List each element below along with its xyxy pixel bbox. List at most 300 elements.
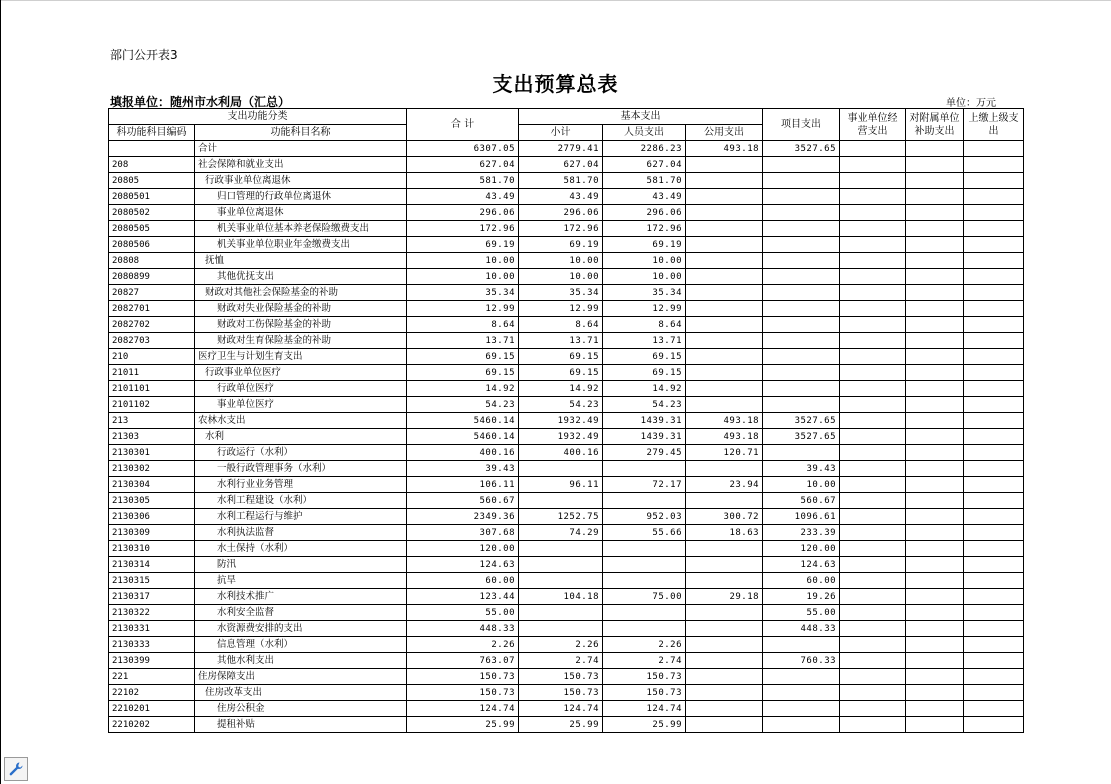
cell-code: 2080501 — [109, 189, 195, 205]
cell-name: 机关事业单位基本养老保险缴费支出 — [195, 221, 407, 237]
cell-code: 2101101 — [109, 381, 195, 397]
cell-project — [763, 717, 840, 733]
table-row — [109, 541, 1024, 557]
cell-name: 水利 — [195, 429, 407, 445]
cell-upper — [964, 621, 1024, 637]
table-row — [109, 637, 1024, 653]
cell-total: 25.99 — [407, 717, 519, 733]
table-row — [109, 269, 1024, 285]
cell-project — [763, 189, 840, 205]
cell-total: 400.16 — [407, 445, 519, 461]
cell-subsidy — [906, 269, 964, 285]
cell-subtotal: 8.64 — [519, 317, 603, 333]
cell-code: 2101102 — [109, 397, 195, 413]
cell-personnel: 13.71 — [603, 333, 686, 349]
cell-name: 水土保持（水利） — [195, 541, 407, 557]
cell-name: 行政运行（水利） — [195, 445, 407, 461]
cell-code: 208 — [109, 157, 195, 173]
cell-project: 55.00 — [763, 605, 840, 621]
table-row — [109, 141, 1024, 157]
cell-subtotal: 69.15 — [519, 349, 603, 365]
cell-total: 5460.14 — [407, 429, 519, 445]
cell-project: 1096.61 — [763, 509, 840, 525]
cell-total: 69.15 — [407, 365, 519, 381]
cell-subsidy — [906, 701, 964, 717]
cell-personnel: 2.26 — [603, 637, 686, 653]
cell-subtotal: 13.71 — [519, 333, 603, 349]
cell-upper — [964, 333, 1024, 349]
cell-total: 150.73 — [407, 685, 519, 701]
cell-public — [686, 349, 763, 365]
cell-subsidy — [906, 349, 964, 365]
cell-code: 2130301 — [109, 445, 195, 461]
cell-upper — [964, 477, 1024, 493]
cell-project — [763, 333, 840, 349]
cell-upper — [964, 253, 1024, 269]
cell-code: 21011 — [109, 365, 195, 381]
cell-total: 13.71 — [407, 333, 519, 349]
cell-public: 493.18 — [686, 429, 763, 445]
cell-upper — [964, 365, 1024, 381]
cell-business — [840, 381, 906, 397]
cell-project — [763, 685, 840, 701]
cell-project: 3527.65 — [763, 413, 840, 429]
cell-upper — [964, 541, 1024, 557]
cell-business — [840, 365, 906, 381]
cell-code: 2210201 — [109, 701, 195, 717]
cell-subtotal: 104.18 — [519, 589, 603, 605]
table-row — [109, 557, 1024, 573]
cell-business — [840, 333, 906, 349]
page-title: 支出预算总表 — [492, 72, 619, 96]
cell-total: 296.06 — [407, 205, 519, 221]
cell-total: 2349.36 — [407, 509, 519, 525]
cell-subsidy — [906, 205, 964, 221]
table-row — [109, 429, 1024, 445]
cell-public — [686, 637, 763, 653]
cell-total: 5460.14 — [407, 413, 519, 429]
cell-name: 其他优抚支出 — [195, 269, 407, 285]
cell-public — [686, 669, 763, 685]
cell-code — [109, 141, 195, 157]
cell-total: 69.15 — [407, 349, 519, 365]
cell-code: 2130333 — [109, 637, 195, 653]
cell-subtotal: 150.73 — [519, 685, 603, 701]
cell-subtotal: 296.06 — [519, 205, 603, 221]
cell-subsidy — [906, 509, 964, 525]
cell-personnel: 1439.31 — [603, 429, 686, 445]
cell-code: 2082703 — [109, 333, 195, 349]
cell-code: 2130399 — [109, 653, 195, 669]
cell-name: 提租补贴 — [195, 717, 407, 733]
cell-total: 8.64 — [407, 317, 519, 333]
cell-subtotal: 74.29 — [519, 525, 603, 541]
cell-code: 2130317 — [109, 589, 195, 605]
cell-public — [686, 557, 763, 573]
cell-personnel: 43.49 — [603, 189, 686, 205]
cell-project: 39.43 — [763, 461, 840, 477]
cell-project — [763, 269, 840, 285]
cell-name: 社会保障和就业支出 — [195, 157, 407, 173]
cell-code: 2130331 — [109, 621, 195, 637]
cell-project: 760.33 — [763, 653, 840, 669]
cell-subsidy — [906, 685, 964, 701]
header-code: 科功能科目编码 — [109, 125, 195, 141]
cell-public — [686, 365, 763, 381]
cell-name: 住房改革支出 — [195, 685, 407, 701]
cell-subtotal: 400.16 — [519, 445, 603, 461]
cell-code: 2210202 — [109, 717, 195, 733]
cell-name: 财政对失业保险基金的补助 — [195, 301, 407, 317]
cell-personnel: 12.99 — [603, 301, 686, 317]
cell-personnel — [603, 605, 686, 621]
table-row — [109, 157, 1024, 173]
cell-name: 一般行政管理事务（水利） — [195, 461, 407, 477]
cell-subsidy — [906, 445, 964, 461]
cell-personnel: 279.45 — [603, 445, 686, 461]
cell-public — [686, 653, 763, 669]
cell-subtotal: 150.73 — [519, 669, 603, 685]
header-basic: 基本支出 — [519, 109, 763, 125]
cell-personnel — [603, 557, 686, 573]
cell-personnel: 54.23 — [603, 397, 686, 413]
cell-public — [686, 285, 763, 301]
cell-project — [763, 637, 840, 653]
cell-public — [686, 541, 763, 557]
cell-upper — [964, 285, 1024, 301]
cell-business — [840, 189, 906, 205]
table-row — [109, 493, 1024, 509]
cell-name: 医疗卫生与计划生育支出 — [195, 349, 407, 365]
table-row — [109, 301, 1024, 317]
table-row — [109, 605, 1024, 621]
cell-subsidy — [906, 301, 964, 317]
cell-public: 18.63 — [686, 525, 763, 541]
wrench-icon-glyph — [8, 761, 24, 777]
cell-personnel — [603, 461, 686, 477]
cell-code: 2080899 — [109, 269, 195, 285]
cell-total: 14.92 — [407, 381, 519, 397]
cell-subsidy — [906, 589, 964, 605]
cell-personnel — [603, 541, 686, 557]
cell-total: 150.73 — [407, 669, 519, 685]
cell-subsidy — [906, 189, 964, 205]
cell-personnel: 172.96 — [603, 221, 686, 237]
cell-public — [686, 605, 763, 621]
cell-business — [840, 429, 906, 445]
cell-subsidy — [906, 557, 964, 573]
cell-business — [840, 221, 906, 237]
cell-subtotal — [519, 541, 603, 557]
cell-personnel — [603, 621, 686, 637]
cell-subtotal — [519, 461, 603, 477]
cell-personnel: 1439.31 — [603, 413, 686, 429]
cell-subsidy — [906, 573, 964, 589]
cell-code: 2130322 — [109, 605, 195, 621]
cell-business — [840, 301, 906, 317]
cell-code: 2130315 — [109, 573, 195, 589]
cell-total: 55.00 — [407, 605, 519, 621]
cell-name: 行政事业单位医疗 — [195, 365, 407, 381]
cell-public — [686, 685, 763, 701]
cell-total: 120.00 — [407, 541, 519, 557]
cell-subtotal: 10.00 — [519, 269, 603, 285]
cell-project — [763, 445, 840, 461]
cell-upper — [964, 605, 1024, 621]
cell-business — [840, 285, 906, 301]
cell-code: 2130310 — [109, 541, 195, 557]
cell-total: 43.49 — [407, 189, 519, 205]
cell-upper — [964, 269, 1024, 285]
cell-total: 6307.05 — [407, 141, 519, 157]
cell-business — [840, 413, 906, 429]
cell-total: 124.63 — [407, 557, 519, 573]
cell-public — [686, 301, 763, 317]
cell-total: 60.00 — [407, 573, 519, 589]
cell-public — [686, 717, 763, 733]
cell-project — [763, 253, 840, 269]
cell-subtotal — [519, 493, 603, 509]
cell-upper — [964, 525, 1024, 541]
cell-code: 21303 — [109, 429, 195, 445]
page-top-border — [0, 0, 1111, 1]
cell-business — [840, 445, 906, 461]
cell-business — [840, 205, 906, 221]
cell-business — [840, 621, 906, 637]
cell-code: 2082702 — [109, 317, 195, 333]
cell-project — [763, 701, 840, 717]
cell-code: 210 — [109, 349, 195, 365]
header-upper: 上缴上级支出 — [964, 109, 1024, 141]
cell-project: 560.67 — [763, 493, 840, 509]
cell-personnel: 14.92 — [603, 381, 686, 397]
form-code: 部门公开表3 — [110, 48, 178, 62]
cell-code: 20827 — [109, 285, 195, 301]
cell-name: 抗旱 — [195, 573, 407, 589]
cell-name: 农林水支出 — [195, 413, 407, 429]
cell-public: 23.94 — [686, 477, 763, 493]
cell-subtotal — [519, 557, 603, 573]
cell-public — [686, 317, 763, 333]
cell-name: 住房公积金 — [195, 701, 407, 717]
cell-name: 财政对工伤保险基金的补助 — [195, 317, 407, 333]
cell-code: 2082701 — [109, 301, 195, 317]
table-row — [109, 573, 1024, 589]
cell-upper — [964, 301, 1024, 317]
cell-business — [840, 669, 906, 685]
cell-public: 120.71 — [686, 445, 763, 461]
cell-business — [840, 461, 906, 477]
cell-personnel: 627.04 — [603, 157, 686, 173]
cell-subsidy — [906, 605, 964, 621]
cell-total: 763.07 — [407, 653, 519, 669]
cell-upper — [964, 205, 1024, 221]
cell-business — [840, 317, 906, 333]
cell-personnel: 8.64 — [603, 317, 686, 333]
cell-upper — [964, 413, 1024, 429]
cell-subtotal: 54.23 — [519, 397, 603, 413]
table-row — [109, 189, 1024, 205]
cell-business — [840, 653, 906, 669]
cell-upper — [964, 493, 1024, 509]
cell-total: 10.00 — [407, 269, 519, 285]
header-project: 项目支出 — [763, 109, 840, 141]
table-row — [109, 317, 1024, 333]
header-subtotal: 小计 — [519, 125, 603, 141]
table-row — [109, 205, 1024, 221]
cell-business — [840, 573, 906, 589]
table-row — [109, 333, 1024, 349]
cell-name: 水利安全监督 — [195, 605, 407, 621]
cell-public — [686, 461, 763, 477]
cell-upper — [964, 157, 1024, 173]
cell-subsidy — [906, 413, 964, 429]
cell-personnel: 10.00 — [603, 253, 686, 269]
cell-code: 20805 — [109, 173, 195, 189]
cell-business — [840, 509, 906, 525]
table-row — [109, 701, 1024, 717]
cell-subtotal: 2.74 — [519, 653, 603, 669]
cell-business — [840, 685, 906, 701]
cell-project — [763, 173, 840, 189]
table-row — [109, 525, 1024, 541]
cell-project — [763, 205, 840, 221]
cell-upper — [964, 685, 1024, 701]
cell-business — [840, 237, 906, 253]
cell-subsidy — [906, 493, 964, 509]
cell-code: 2080506 — [109, 237, 195, 253]
table-row — [109, 685, 1024, 701]
cell-upper — [964, 573, 1024, 589]
cell-total: 106.11 — [407, 477, 519, 493]
cell-code: 2130302 — [109, 461, 195, 477]
cell-code: 22102 — [109, 685, 195, 701]
cell-code: 2130309 — [109, 525, 195, 541]
cell-subsidy — [906, 717, 964, 733]
cell-public — [686, 493, 763, 509]
page-left-border — [0, 0, 1, 784]
cell-subsidy — [906, 653, 964, 669]
cell-total: 10.00 — [407, 253, 519, 269]
header-public: 公用支出 — [686, 125, 763, 141]
cell-business — [840, 701, 906, 717]
cell-subsidy — [906, 525, 964, 541]
table-row — [109, 349, 1024, 365]
cell-business — [840, 173, 906, 189]
cell-public: 300.72 — [686, 509, 763, 525]
cell-name: 抚恤 — [195, 253, 407, 269]
table-row — [109, 237, 1024, 253]
cell-public — [686, 189, 763, 205]
cell-business — [840, 157, 906, 173]
cell-project: 10.00 — [763, 477, 840, 493]
table-row — [109, 173, 1024, 189]
cell-business — [840, 349, 906, 365]
cell-subsidy — [906, 637, 964, 653]
cell-subtotal: 12.99 — [519, 301, 603, 317]
cell-project: 448.33 — [763, 621, 840, 637]
table-row — [109, 653, 1024, 669]
cell-total: 39.43 — [407, 461, 519, 477]
cell-project: 120.00 — [763, 541, 840, 557]
cell-project — [763, 365, 840, 381]
cell-public — [686, 621, 763, 637]
cell-name: 防汛 — [195, 557, 407, 573]
cell-name: 水利行业业务管理 — [195, 477, 407, 493]
cell-code: 221 — [109, 669, 195, 685]
cell-personnel: 69.19 — [603, 237, 686, 253]
cell-public — [686, 333, 763, 349]
cell-personnel: 150.73 — [603, 685, 686, 701]
cell-business — [840, 269, 906, 285]
cell-project: 3527.65 — [763, 141, 840, 157]
cell-business — [840, 493, 906, 509]
cell-subtotal: 1252.75 — [519, 509, 603, 525]
cell-name: 水利工程建设（水利） — [195, 493, 407, 509]
cell-subtotal: 14.92 — [519, 381, 603, 397]
cell-upper — [964, 429, 1024, 445]
cell-personnel: 69.15 — [603, 365, 686, 381]
cell-personnel — [603, 493, 686, 509]
table-row — [109, 509, 1024, 525]
cell-public — [686, 253, 763, 269]
cell-total: 448.33 — [407, 621, 519, 637]
table-row — [109, 365, 1024, 381]
cell-subsidy — [906, 141, 964, 157]
cell-subtotal: 627.04 — [519, 157, 603, 173]
cell-code: 213 — [109, 413, 195, 429]
cell-business — [840, 717, 906, 733]
cell-name: 事业单位离退休 — [195, 205, 407, 221]
cell-subtotal: 10.00 — [519, 253, 603, 269]
cell-personnel: 10.00 — [603, 269, 686, 285]
cell-upper — [964, 221, 1024, 237]
cell-subsidy — [906, 317, 964, 333]
cell-subsidy — [906, 253, 964, 269]
cell-name: 事业单位医疗 — [195, 397, 407, 413]
cell-subtotal: 1932.49 — [519, 413, 603, 429]
table-row — [109, 253, 1024, 269]
cell-personnel — [603, 573, 686, 589]
table-row — [109, 397, 1024, 413]
cell-name: 其他水利支出 — [195, 653, 407, 669]
cell-upper — [964, 701, 1024, 717]
cell-business — [840, 541, 906, 557]
cell-project — [763, 237, 840, 253]
table-row — [109, 717, 1024, 733]
cell-project — [763, 157, 840, 173]
cell-total: 124.74 — [407, 701, 519, 717]
cell-upper — [964, 461, 1024, 477]
cell-upper — [964, 349, 1024, 365]
cell-subsidy — [906, 669, 964, 685]
cell-name: 水利工程运行与维护 — [195, 509, 407, 525]
cell-total: 581.70 — [407, 173, 519, 189]
cell-total: 172.96 — [407, 221, 519, 237]
cell-business — [840, 589, 906, 605]
cell-upper — [964, 237, 1024, 253]
cell-public — [686, 205, 763, 221]
wrench-icon[interactable] — [4, 757, 28, 781]
cell-subtotal: 25.99 — [519, 717, 603, 733]
cell-public: 493.18 — [686, 141, 763, 157]
cell-upper — [964, 381, 1024, 397]
header-total: 合 计 — [407, 109, 519, 141]
cell-code: 2080502 — [109, 205, 195, 221]
cell-business — [840, 477, 906, 493]
cell-code: 2080505 — [109, 221, 195, 237]
cell-code: 2130314 — [109, 557, 195, 573]
